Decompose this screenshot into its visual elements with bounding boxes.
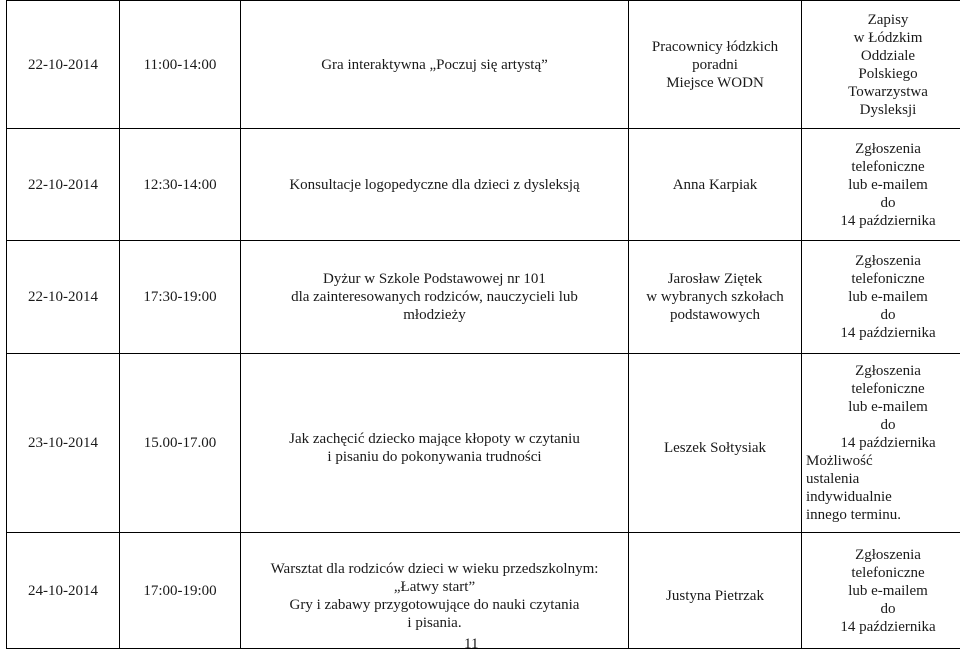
person-cell — [629, 129, 802, 241]
table-row — [7, 533, 960, 649]
registration-line: do — [804, 416, 960, 434]
registration-line: Dysleksji — [804, 101, 960, 119]
registration-line: do — [804, 306, 960, 324]
event-cell — [241, 533, 629, 649]
registration-line: lub e-mailem — [804, 176, 960, 194]
table-row — [7, 1, 960, 129]
registration-line: telefoniczne — [804, 270, 960, 288]
event-line: Gry i zabawy przygotowujące do nauki czytania — [243, 596, 626, 614]
person-cell — [629, 1, 802, 129]
date-cell: 23-10-2014 — [7, 354, 120, 533]
person-line: Anna Karpiak — [631, 176, 799, 194]
registration-line: Zgłoszenia — [804, 252, 960, 270]
event-line: Dyżur w Szkole Podstawowej nr 101 — [243, 270, 626, 288]
event-line: Warsztat dla rodziców dzieci w wieku przedszkolnym: — [243, 560, 626, 578]
date-cell: 22-10-2014 — [7, 1, 120, 129]
registration-line: Oddziale — [804, 47, 960, 65]
date-cell: 22-10-2014 — [7, 241, 120, 354]
registration-line: 14 października — [804, 618, 960, 636]
time-cell: 15.00-17.00 — [120, 354, 241, 533]
date-cell: 22-10-2014 — [7, 129, 120, 241]
event-cell — [241, 241, 629, 354]
event-cell — [241, 354, 629, 533]
person-line: w wybranych szkołach — [631, 288, 799, 306]
registration-line: Zapisy — [804, 11, 960, 29]
person-cell — [629, 533, 802, 649]
event-line: i pisania. — [243, 614, 626, 632]
page-number: 11 — [464, 636, 478, 653]
time-cell: 17:30-19:00 — [120, 241, 241, 354]
person-cell — [629, 241, 802, 354]
event-line: młodzieży — [243, 306, 626, 324]
time-cell: 17:00-19:00 — [120, 533, 241, 649]
registration-cell — [802, 129, 960, 241]
registration-note: ustalenia — [804, 470, 960, 488]
registration-note: innego terminu. — [804, 506, 960, 524]
schedule-table — [6, 0, 960, 649]
registration-line: 14 października — [804, 324, 960, 342]
event-line: dla zainteresowanych rodziców, nauczycieli lub — [243, 288, 626, 306]
person-line: Miejsce WODN — [631, 74, 799, 92]
event-line: Gra interaktywna „Poczuj się artystą” — [243, 56, 626, 74]
person-cell — [629, 354, 802, 533]
event-cell — [241, 129, 629, 241]
registration-line: Towarzystwa — [804, 83, 960, 101]
person-line: Pracownicy łódzkich — [631, 38, 799, 56]
event-line: „Łatwy start” — [243, 578, 626, 596]
registration-note: Możliwość — [804, 452, 960, 470]
registration-line: Zgłoszenia — [804, 362, 960, 380]
registration-line: telefoniczne — [804, 158, 960, 176]
registration-cell — [802, 533, 960, 649]
registration-cell — [802, 354, 960, 533]
person-line: poradni — [631, 56, 799, 74]
event-line: Konsultacje logopedyczne dla dzieci z dysleksją — [243, 176, 626, 194]
registration-line: lub e-mailem — [804, 582, 960, 600]
registration-line: do — [804, 600, 960, 618]
time-cell: 12:30-14:00 — [120, 129, 241, 241]
person-line: Leszek Sołtysiak — [631, 439, 799, 457]
event-line: i pisaniu do pokonywania trudności — [243, 448, 626, 466]
table-row — [7, 354, 960, 533]
date-cell: 24-10-2014 — [7, 533, 120, 649]
registration-line: telefoniczne — [804, 564, 960, 582]
registration-cell — [802, 1, 960, 129]
registration-line: do — [804, 194, 960, 212]
time-cell: 11:00-14:00 — [120, 1, 241, 129]
registration-line: 14 października — [804, 212, 960, 230]
registration-line: w Łódzkim — [804, 29, 960, 47]
registration-note: indywidualnie — [804, 488, 960, 506]
registration-line: lub e-mailem — [804, 288, 960, 306]
registration-line: Zgłoszenia — [804, 140, 960, 158]
registration-line: lub e-mailem — [804, 398, 960, 416]
event-line: Jak zachęcić dziecko mające kłopoty w czytaniu — [243, 430, 626, 448]
table-row — [7, 241, 960, 354]
event-cell — [241, 1, 629, 129]
registration-line: Zgłoszenia — [804, 546, 960, 564]
person-line: podstawowych — [631, 306, 799, 324]
person-line: Jarosław Ziętek — [631, 270, 799, 288]
registration-cell — [802, 241, 960, 354]
registration-line: 14 października — [804, 434, 960, 452]
registration-line: Polskiego — [804, 65, 960, 83]
table-row — [7, 129, 960, 241]
person-line: Justyna Pietrzak — [631, 587, 799, 605]
registration-line: telefoniczne — [804, 380, 960, 398]
